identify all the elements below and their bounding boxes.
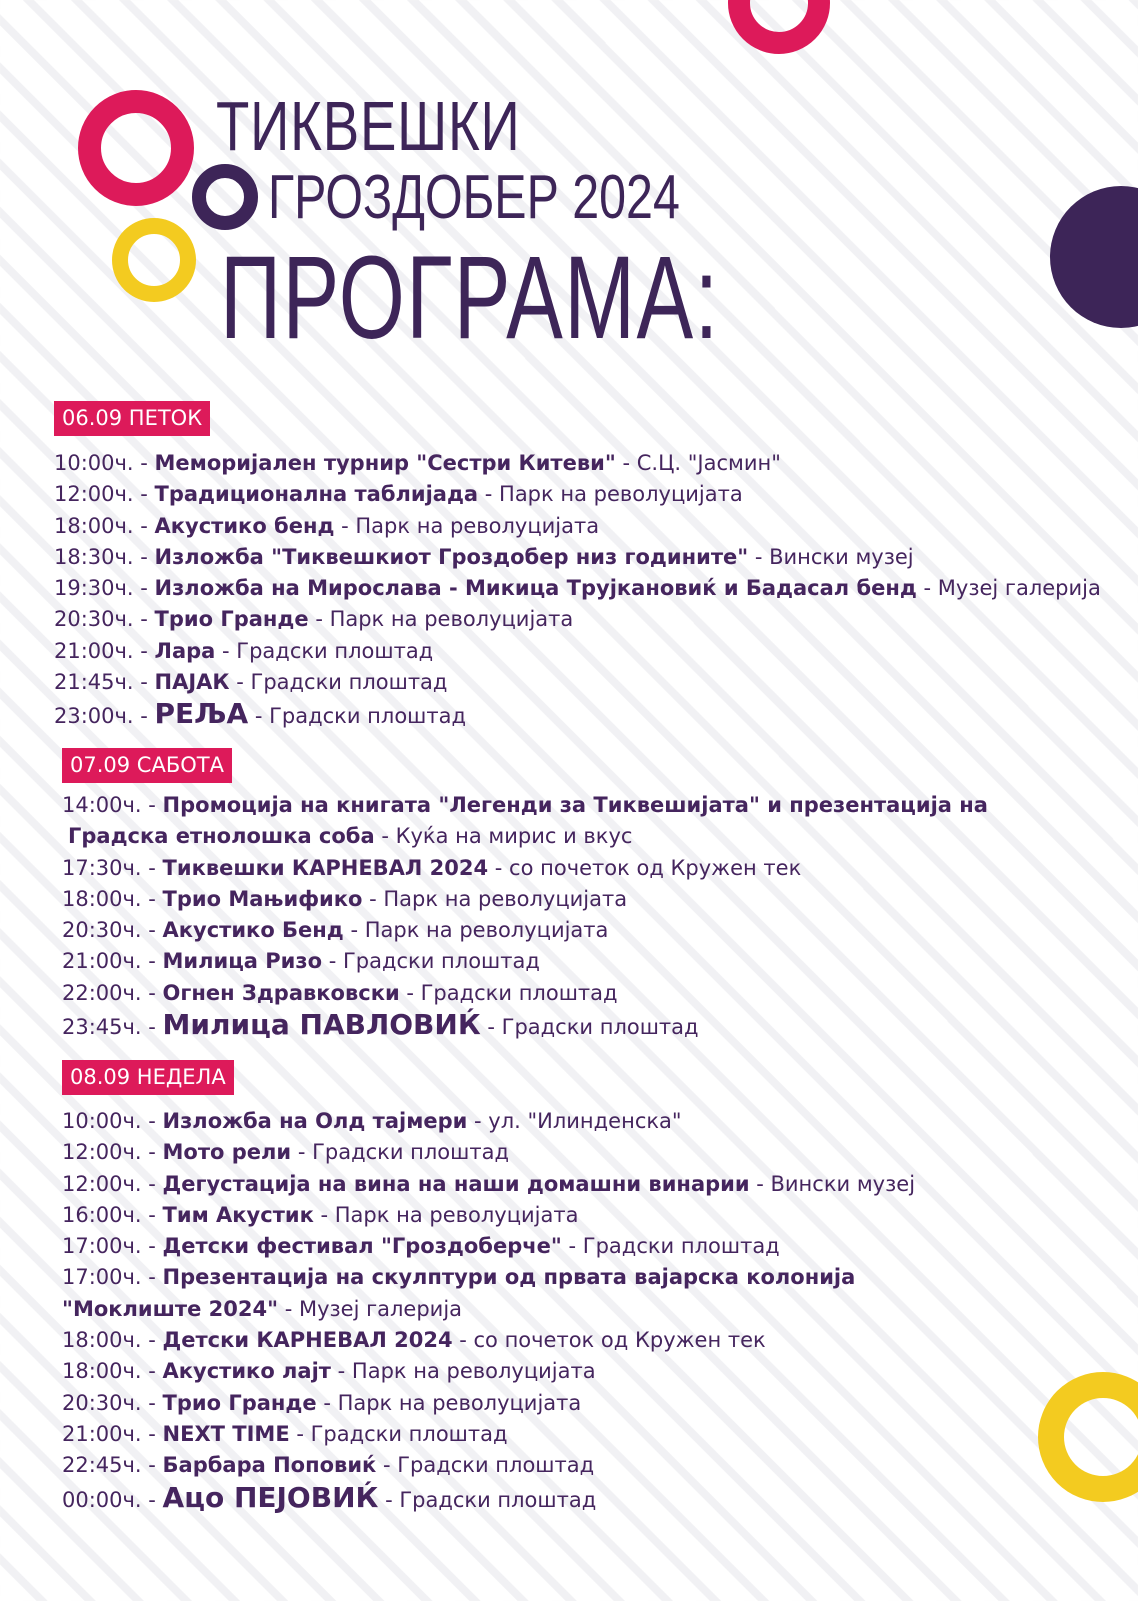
- schedule-row: 18:00ч. - Акустико лајт - Парк на револуцијата: [62, 1359, 596, 1384]
- schedule-row: 21:45ч. - ПАЈАК - Градски плоштад: [54, 670, 448, 695]
- schedule-row: 21:00ч. - NEXT TIME - Градски плоштад: [62, 1421, 508, 1446]
- schedule-row: 18:30ч. - Изложба "Тиквешкиот Гроздобер низ годините" - Вински музеј: [54, 544, 914, 569]
- schedule-row: 17:00ч. - Презентација на скулптури од првата вајарска колонија: [62, 1265, 856, 1290]
- schedule-row: 23:45ч. - Милица ПАВЛОВИЌ - Градски плоштад: [62, 1008, 699, 1042]
- decor-circle-right-purple: [1050, 186, 1138, 328]
- schedule-row: 17:00ч. - Детски фестивал "Гроздоберче" - Градски плоштад: [62, 1234, 780, 1259]
- schedule-row: 12:00ч. - Дегустација на вина на наши домашни винарии - Вински музеј: [62, 1171, 916, 1196]
- title-line-2: ГРОЗДОБЕР 2024: [268, 163, 680, 232]
- schedule-row: 00:00ч. - Ацо ПЕЈОВИЌ - Градски плоштад: [62, 1480, 597, 1514]
- schedule-row: 12:00ч. - Мото рели - Градски плоштад: [62, 1140, 509, 1165]
- decor-ring-top-pink: [728, 0, 830, 54]
- schedule-row: 18:00ч. - Детски КАРНЕВАЛ 2024 - со почеток од Кружен тек: [62, 1328, 766, 1353]
- schedule-saturday: [62, 790, 988, 1043]
- schedule-row: 14:00ч. - Промоција на книгата "Легенди за Тиквешијата" и презентација на: [62, 793, 988, 817]
- schedule-row: 23:00ч. - РЕЉА - Градски плоштад: [54, 697, 467, 731]
- schedule-row: 12:00ч. - Традиционална таблијада - Парк на револуцијата: [54, 482, 743, 507]
- schedule-row: "Моклиште 2024" - Музеј галерија: [62, 1296, 463, 1321]
- day-label-friday: 06.09 ПЕТОК: [54, 401, 210, 436]
- schedule-row: 10:00ч. - Меморијален турнир "Сестри Китеви" - С.Ц. "Јасмин": [54, 451, 781, 475]
- schedule-sunday: [62, 1106, 915, 1516]
- title-line-3: ПРОГРАМА:: [220, 232, 720, 364]
- schedule-row: 20:30ч. - Трио Гранде - Парк на револуцијата: [62, 1390, 582, 1415]
- logo-ring-pink: [78, 90, 194, 206]
- schedule-row: 16:00ч. - Тим Акустик - Парк на револуцијата: [62, 1202, 579, 1227]
- decor-ring-bottom-yellow: [1038, 1372, 1138, 1502]
- day-label-saturday: 07.09 САБОТА: [62, 748, 232, 783]
- schedule-row: 22:45ч. - Барбара Поповиќ - Градски плоштад: [62, 1453, 595, 1478]
- schedule-row: 18:00ч. - Трио Мањифико - Парк на револуцијата: [62, 886, 628, 911]
- schedule-row: 19:30ч. - Изложба на Мирослава - Микица Трујкановиќ и Бадасал бенд - Музеј галерија: [54, 576, 1101, 601]
- schedule-row: Градска етнолошка соба - Куќа на мирис и вкус: [68, 824, 633, 849]
- schedule-row: 10:00ч. - Изложба на Олд тајмери - ул. "Илинденска": [62, 1109, 682, 1133]
- schedule-row: 17:30ч. - Тиквешки КАРНЕВАЛ 2024 - со почеток од Кружен тек: [62, 855, 802, 880]
- schedule-row: 18:00ч. - Акустико бенд - Парк на револуцијата: [54, 513, 600, 538]
- title-line-1: ТИКВЕШКИ: [216, 87, 521, 165]
- schedule-friday: [54, 448, 1101, 733]
- schedule-row: 22:00ч. - Огнен Здравковски - Градски плоштад: [62, 980, 618, 1005]
- schedule-row: 21:00ч. - Милица Ризо - Градски плоштад: [62, 949, 540, 974]
- schedule-row: 21:00ч. - Лара - Градски плоштад: [54, 638, 434, 663]
- logo-ring-yellow: [112, 218, 196, 302]
- day-label-sunday: 08.09 НЕДЕЛА: [62, 1060, 234, 1095]
- logo-ring-purple: [192, 164, 258, 230]
- schedule-row: 20:30ч. - Трио Гранде - Парк на револуцијата: [54, 607, 574, 632]
- schedule-row: 20:30ч. - Акустико Бенд - Парк на револуцијата: [62, 918, 609, 943]
